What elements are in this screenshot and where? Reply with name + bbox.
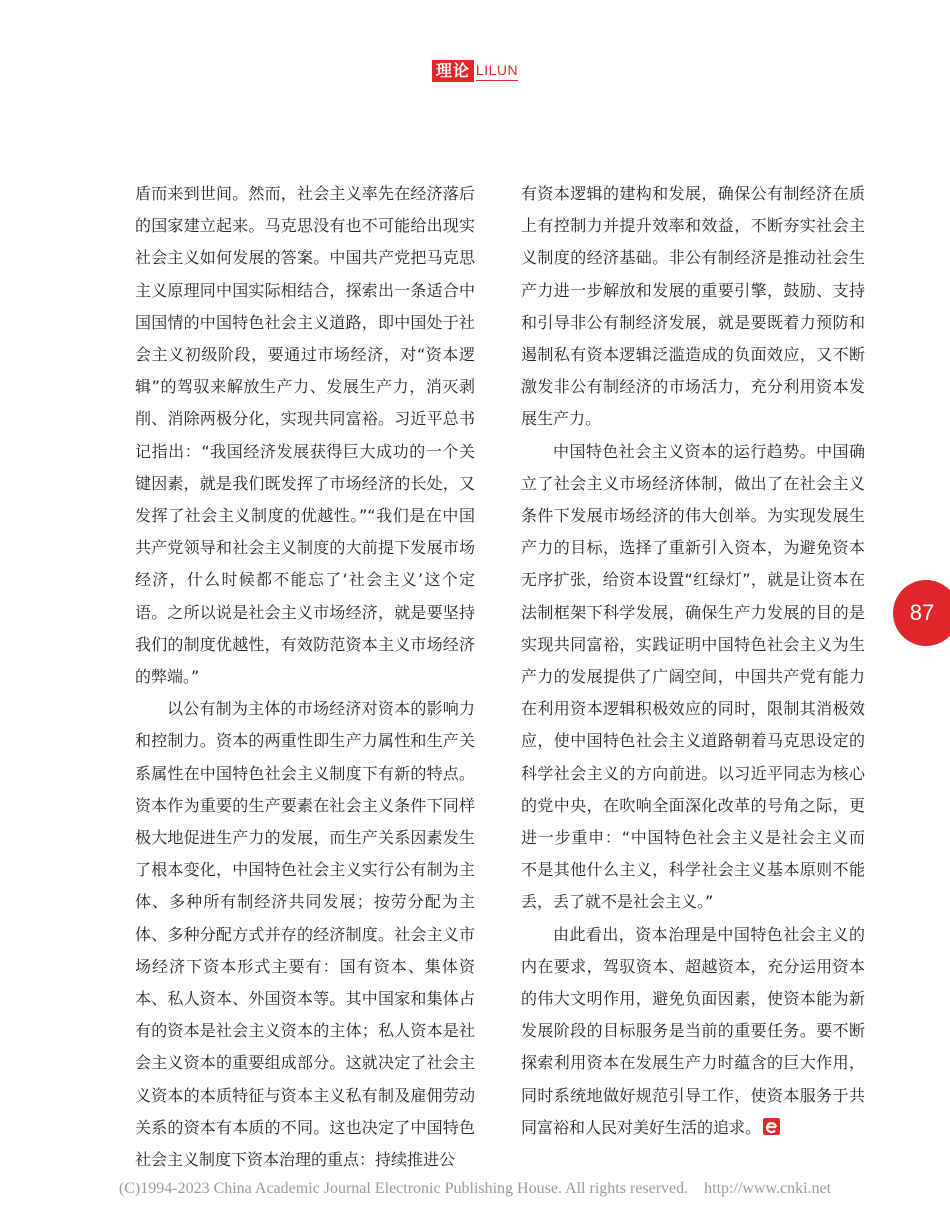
page-number-badge — [893, 580, 950, 646]
right-paragraph-3 — [521, 919, 865, 1144]
page-number: 87 — [909, 600, 935, 625]
section-title-cn: 理论 — [432, 60, 474, 82]
copyright-text: (C)1994-2023 China Academic Journal Electronic Publishing House. All rights reserved. http://www.cnki.net — [118, 1180, 832, 1197]
journal-logo — [432, 60, 518, 82]
right-paragraph-2: 中国特色社会主义资本的运行趋势。中国确立了社会主义市场经济体制，做出了在社会主义条件下发展市场经济的伟大创举。为实现发展生产力的目标，选择了重新引入资本，为避免资本无序扩张，给资本设置“红绿灯”，就是让资本在法制框架下科学发展，确保生产力发展的目的是实现共同富裕，实践证明中国特色社会主义为生产力的发展提供了广阔空间，中国共产党有能力在利用资本逻辑积极效应的同时，限制其消极效应，使中国特色社会主义道路朝着马克思设定的科学社会主义的方向前进。以习近平同志为核心的党中央，在吹响全面深化改革的号角之际，更进一步重申：“中国特色社会主义是社会主义而不是其他什么主义，科学社会主义基本原则不能丢，丢了就不是社会主义。” — [521, 441, 865, 912]
right-column — [521, 178, 865, 1144]
section-title-en: LILUN — [476, 62, 518, 81]
right-paragraph-1: 有资本逻辑的建构和发展，确保公有制经济在质上有控制力并提升效率和效益，不断夯实社会主义制度的经济基础。非公有制经济是推动社会生产力进一步解放和发展的重要引擎，鼓励、支持和引导非公有制经济发展，就是要既着力预防和遏制私有资本逻辑泛滥造成的负面效应，又不断激发非公有制经济的市场活力，充分利用资本发展生产力。 — [521, 184, 865, 429]
left-column — [135, 178, 475, 1176]
journal-header — [0, 58, 950, 84]
article-end-icon — [763, 1118, 780, 1135]
left-paragraph-1: 盾而来到世间。然而，社会主义率先在经济落后的国家建立起来。马克思没有也不可能给出现实社会主义如何发展的答案。中国共产党把马克思主义原理同中国实际相结合，探索出一条适合中国国情的中国特色社会主义道路，即中国处于社会主义初级阶段，要通过市场经济，对“资本逻辑”的驾驭来解放生产力、发展生产力，消灭剥削、消除两极分化，实现共同富裕。习近平总书记指出：“我国经济发展获得巨大成功的一个关键因素，就是我们既发挥了市场经济的长处，又发挥了社会主义制度的优越性。”“我们是在中国共产党领导和社会主义制度的大前提下发展市场经济，什么时候都不能忘了‘社会主义’这个定语。之所以说是社会主义市场经济，就是要坚持我们的制度优越性，有效防范资本主义市场经济的弊端。” — [135, 184, 475, 687]
right-paragraph-3-text: 由此看出，资本治理是中国特色社会主义的内在要求，驾驭资本、超越资本，充分运用资本的伟大文明作用，避免负面因素，使资本能为新发展阶段的目标服务是当前的重要任务。要不断探索利用资本在发展生产力时蕴含的巨大作用，同时系统地做好规范引导工作，使资本服务于共同富裕和人民对美好生活的追求。 — [521, 924, 865, 1137]
copyright-footer — [0, 1180, 950, 1198]
left-paragraph-2: 以公有制为主体的市场经济对资本的影响力和控制力。资本的两重性即生产力属性和生产关系属性在中国特色社会主义制度下有新的特点。资本作为重要的生产要素在社会主义条件下同样极大地促进生产力的发展，而生产关系因素发生了根本变化，中国特色社会主义实行公有制为主体、多种所有制经济共同发展；按劳分配为主体、多种分配方式并存的经济制度。社会主义市场经济下资本形式主要有：国有资本、集体资本、私人资本、外国资本等。其中国家和集体占有的资本是社会主义资本的主体；私人资本是社会主义资本的重要组成部分。这就决定了社会主义资本的本质特征与资本主义私有制及雇佣劳动关系的资本有本质的不同。这也决定了中国特色社会主义制度下资本治理的重点：持续推进公 — [135, 699, 475, 1170]
